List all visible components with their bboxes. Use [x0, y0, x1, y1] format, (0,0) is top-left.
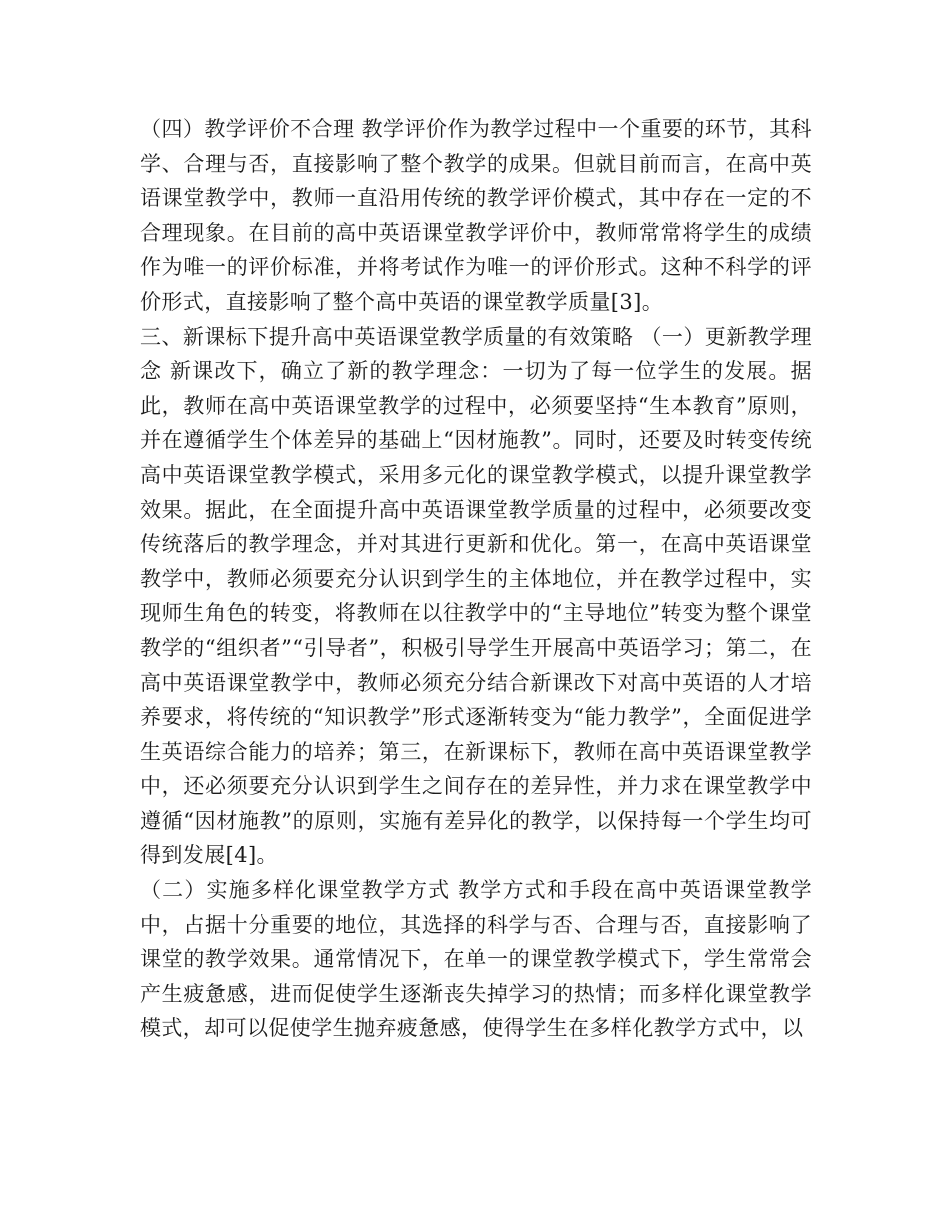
- paragraph-diversified-methods: （二）实施多样化课堂教学方式 教学方式和手段在高中英语课堂教学中，占据十分重要的地位，其选择的科学与否、合理与否，直接影响了课堂的教学效果。通常情况下，在单一的课堂教学模式下，学生常常会产生疲惫感，进而促使学生逐渐丧失掉学习的热情；而多样化课堂教学模式，却可以促使学生抛弃疲惫感，使得学生在多样化教学方式中，以: [140, 878, 812, 1041]
- paragraph-teaching-evaluation: （四）教学评价不合理 教学评价作为教学过程中一个重要的环节，其科学、合理与否，直接影响了整个教学的成果。但就目前而言，在高中英语课堂教学中，教师一直沿用传统的教学评价模式，其中存在一定的不合理现象。在目前的高中英语课堂教学评价中，教师常常将学生的成绩作为唯一的评价标准，并将考试作为唯一的评价形式。这种不科学的评价形式，直接影响了整个高中英语的课堂教学质量[3]。: [140, 117, 812, 314]
- document-body: [140, 112, 812, 1046]
- paragraph-effective-strategies: 三、新课标下提升高中英语课堂教学质量的有效策略 （一）更新教学理念 新课改下，确立了新的教学理念：一切为了每一位学生的发展。据此，教师在高中英语课堂教学的过程中，必须要坚持“生本教育”原则，并在遵循学生个体差异的基础上“因材施教”。同时，还要及时转变传统高中英语课堂教学模式，采用多元化的课堂教学模式，以提升课堂教学效果。据此，在全面提升高中英语课堂教学质量的过程中，必须要改变传统落后的教学理念，并对其进行更新和优化。第一，在高中英语课堂教学中，教师必须要充分认识到学生的主体地位，并在教学过程中，实现师生角色的转变，将教师在以往教学中的“主导地位”转变为整个课堂教学的“组织者”“引导者”，积极引导学生开展高中英语学习；第二，在高中英语课堂教学中，教师必须充分结合新课改下对高中英语的人才培养要求，将传统的“知识教学”形式逐渐转变为“能力教学”，全面促进学生英语综合能力的培养；第三，在新课标下，教师在高中英语课堂教学中，还必须要充分认识到学生之间存在的差异性，并力求在课堂教学中遵循“因材施教”的原则，实施有差异化的教学，以保持每一个学生均可得到发展[4]。: [140, 324, 812, 868]
